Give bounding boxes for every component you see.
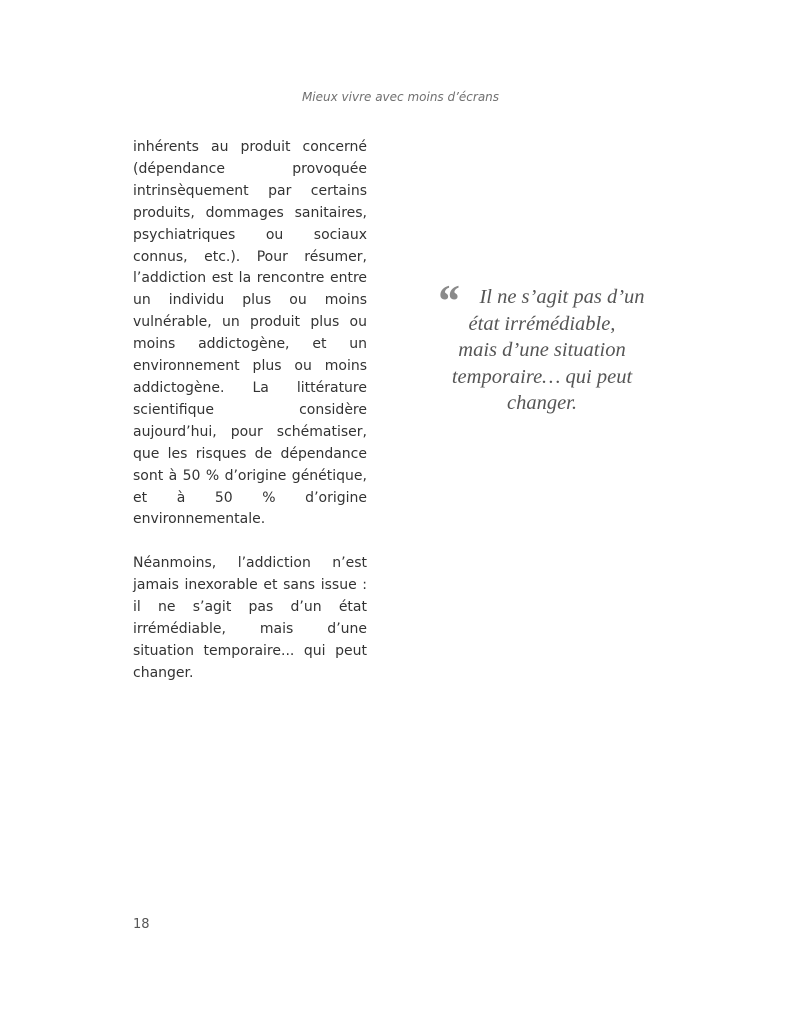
body-paragraph: inhérents au produit concerné (dépendance provoquée intrinsèquement par certains produits, dommages sanitaires, psychiatriques ou sociaux connus, etc.). Pour résumer, l’addiction est la rencontre entre un individu plus ou moins vulnérable, un produit plus ou moins addictogène, et un environnement plus ou moins addictogène. La littérature scientifique considère aujourd’hui, pour schématiser, que les risques de dépendance sont à 50 % d’origine génétique, et à 50 % d’origine environnementale.: [133, 139, 367, 528]
pull-quote-line: changer.: [506, 392, 578, 414]
body-text-column: [133, 137, 367, 685]
quotation-mark-icon: “: [436, 275, 459, 326]
pull-quote-text: [428, 282, 656, 417]
pull-quote-line: état irrémédiable,: [468, 312, 616, 335]
running-title: Mieux vivre avec moins d’écrans: [301, 90, 500, 104]
pull-quote-line: temporaire… qui peut: [451, 365, 633, 388]
pull-quote-line: Il ne s’agit pas d’un: [479, 286, 645, 308]
pull-quote: [428, 275, 656, 417]
body-paragraph: Néanmoins, l’addiction n’est jamais inexorable et sans issue : il ne s’agit pas d’un état irrémédiable, mais d’une situation temporaire... qui peut changer.: [133, 555, 367, 681]
page-number: 18: [133, 917, 150, 932]
pull-quote-line: mais d’une situation: [458, 339, 626, 361]
